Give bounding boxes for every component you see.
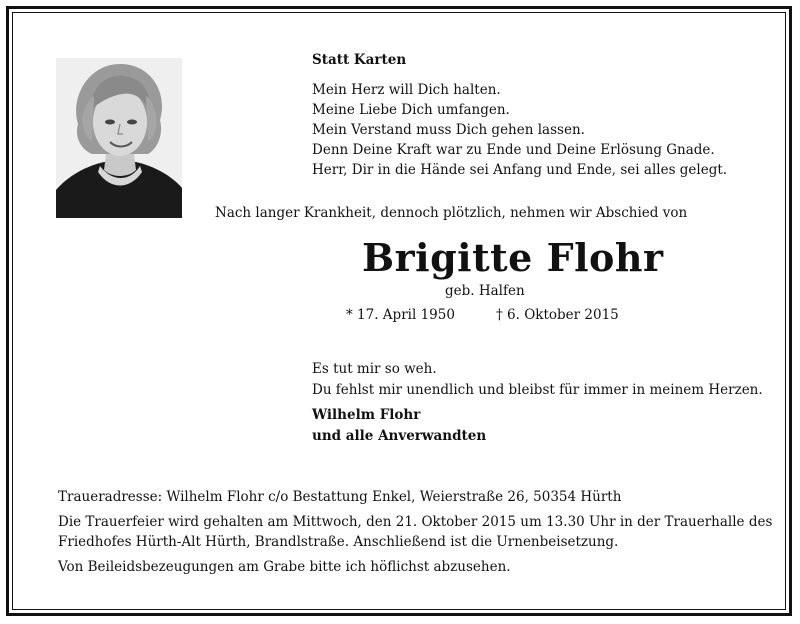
poem-line-1: Mein Herz will Dich halten. (312, 82, 501, 98)
header-label: Statt Karten (312, 52, 407, 68)
portrait-image (56, 58, 182, 218)
signature-line-1: Wilhelm Flohr (312, 407, 421, 423)
death-date: † 6. Oktober 2015 (496, 307, 619, 323)
poem-line-5: Herr, Dir in die Hände sei Anfang und Ende, sei alles gelegt. (312, 162, 728, 178)
signature-line-2: und alle Anverwandten (312, 428, 487, 444)
message-line-1: Es tut mir so weh. (312, 361, 437, 377)
funeral-address: Traueradresse: Wilhelm Flohr c/o Bestattung Enkel, Weierstraße 26, 50354 Hürth (58, 489, 622, 505)
birth-date: * 17. April 1950 (346, 307, 455, 323)
ceremony-line-2: Friedhofes Hürth-Alt Hürth, Brandlstraße. Anschließend ist die Urnenbeisetzung. (58, 534, 619, 550)
ceremony-line-1: Die Trauerfeier wird gehalten am Mittwoch, den 21. Oktober 2015 um 13.30 Uhr in der Trauerhalle des (58, 514, 773, 530)
intro-text: Nach langer Krankheit, dennoch plötzlich, nehmen wir Abschied von (215, 205, 688, 221)
message-line-2: Du fehlst mir unendlich und bleibst für immer in meinem Herzen. (312, 382, 763, 398)
poem-line-2: Meine Liebe Dich umfangen. (312, 102, 510, 118)
maiden-name: geb. Halfen (445, 283, 525, 299)
poem-line-3: Mein Verstand muss Dich gehen lassen. (312, 122, 585, 138)
condolence-note: Von Beileidsbezeugungen am Grabe bitte ich höflichst abzusehen. (58, 559, 511, 575)
poem-line-4: Denn Deine Kraft war zu Ende und Deine Erlösung Gnade. (312, 142, 715, 158)
portrait-photo (56, 58, 182, 218)
deceased-name: Brigitte Flohr (362, 235, 664, 280)
